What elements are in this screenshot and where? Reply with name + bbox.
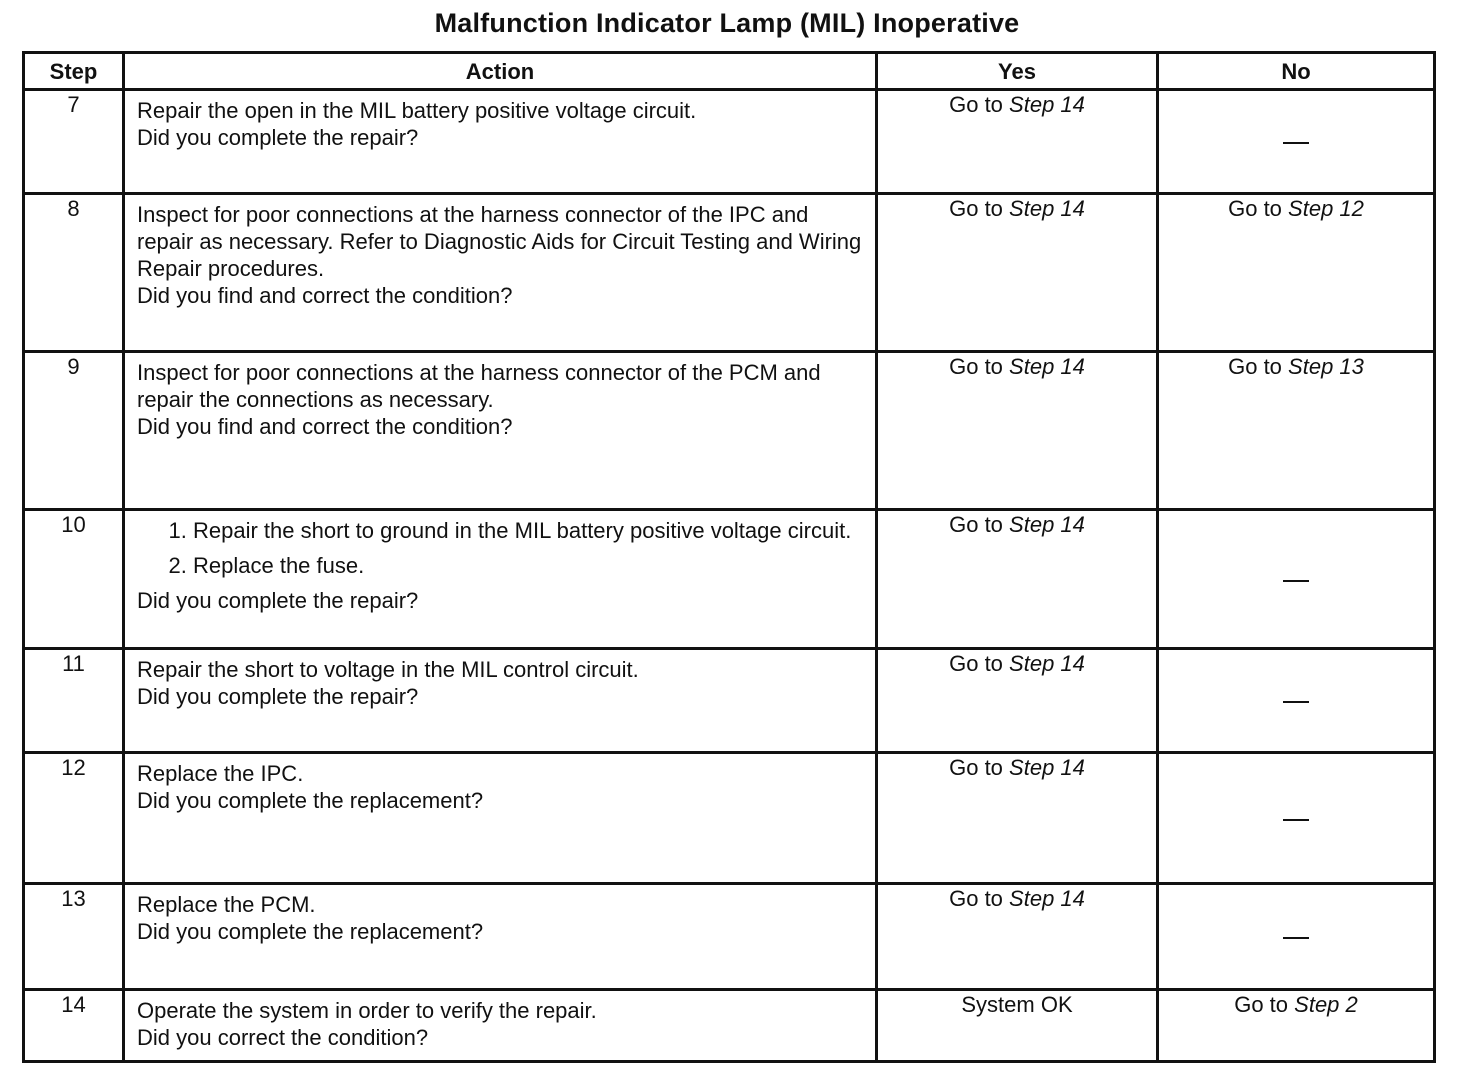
yes-step-ref: Step 14 [1009,886,1085,911]
action-question: Did you complete the replacement? [137,788,484,813]
action-cell [124,753,877,884]
yes-cell [877,90,1158,194]
step-number: 9 [24,352,124,510]
not-applicable-dash [1283,701,1309,703]
table-row [24,649,1435,753]
table-header-row [24,53,1435,90]
action-list-item: 2. Replace the fuse. [193,552,863,579]
yes-cell [877,753,1158,884]
action-question: Did you find and correct the condition? [137,283,513,308]
action-cell [124,649,877,753]
action-text: Replace the PCM. [137,892,316,917]
action-question: Did you complete the repair? [137,684,419,709]
table-row [24,753,1435,884]
yes-step-ref: Step 14 [1009,651,1085,676]
no-step-ref: Step 12 [1288,196,1364,221]
no-cell [1158,90,1435,194]
not-applicable-dash [1283,142,1309,144]
action-text: Operate the system in order to verify the repair. [137,998,597,1023]
column-header-yes: Yes [877,53,1158,90]
yes-step-ref: Step 14 [1009,92,1085,117]
action-text: Repair the open in the MIL battery positive voltage circuit. [137,98,697,123]
yes-step-ref: Step 14 [1009,512,1085,537]
action-cell [124,510,877,649]
no-cell [1158,990,1435,1062]
yes-cell [877,649,1158,753]
yes-cell [877,352,1158,510]
no-cell [1158,753,1435,884]
not-applicable-dash [1283,819,1309,821]
action-text: Replace the IPC. [137,761,304,786]
action-text: Inspect for poor connections at the harness connector of the IPC and repair as necessary. Refer to Diagnostic Aids for Circuit Testing and Wiring Repair procedures. [137,202,862,281]
go-to-label: Go to [1228,196,1282,221]
step-number: 14 [24,990,124,1062]
go-to-label: Go to [949,92,1003,117]
step-number: 8 [24,194,124,352]
step-number: 7 [24,90,124,194]
yes-cell [877,990,1158,1062]
go-to-label: Go to [949,651,1003,676]
system-ok-text: System OK [961,992,1073,1017]
no-cell [1158,194,1435,352]
diagnostic-table [22,51,1436,1063]
go-to-label: Go to [1234,992,1289,1017]
action-cell [124,884,877,990]
no-step-ref: Step 13 [1288,354,1364,379]
go-to-label: Go to [949,512,1003,537]
not-applicable-dash [1283,937,1309,939]
step-number: 13 [24,884,124,990]
go-to-label: Go to [949,755,1003,780]
action-cell [124,194,877,352]
action-list [137,517,863,587]
action-question: Did you complete the replacement? [137,919,484,944]
step-number: 11 [24,649,124,753]
yes-step-ref: Step 14 [1009,354,1085,379]
table-row [24,884,1435,990]
action-cell [124,990,877,1062]
table-row [24,510,1435,649]
action-question: Did you complete the repair? [137,125,419,150]
go-to-label: Go to [949,886,1003,911]
action-cell [124,90,877,194]
table-row [24,352,1435,510]
no-cell [1158,352,1435,510]
action-list-item: 1. Repair the short to ground in the MIL battery positive voltage circuit. [193,517,863,544]
action-question: Did you complete the repair? [137,588,419,613]
no-cell [1158,510,1435,649]
page-title: Malfunction Indicator Lamp (MIL) Inoperative [434,8,1020,38]
go-to-label: Go to [949,196,1003,221]
yes-cell [877,884,1158,990]
table-row [24,90,1435,194]
no-cell [1158,884,1435,990]
table-row [24,990,1435,1062]
action-text: Inspect for poor connections at the harness connector of the PCM and repair the connections as necessary. [137,360,821,412]
go-to-label: Go to [1228,354,1282,379]
yes-step-ref: Step 14 [1009,196,1085,221]
column-header-no: No [1158,53,1435,90]
no-cell [1158,649,1435,753]
yes-cell [877,510,1158,649]
action-question: Did you correct the condition? [137,1025,429,1050]
action-cell [124,352,877,510]
not-applicable-dash [1283,580,1309,582]
action-question: Did you find and correct the condition? [137,414,513,439]
column-header-action: Action [124,53,877,90]
step-number: 12 [24,753,124,884]
yes-cell [877,194,1158,352]
table-row [24,194,1435,352]
column-header-step: Step [24,53,124,90]
go-to-label: Go to [949,354,1003,379]
step-number: 10 [24,510,124,649]
no-step-ref: Step 2 [1294,992,1358,1017]
yes-step-ref: Step 14 [1009,755,1085,780]
action-text: Repair the short to voltage in the MIL control circuit. [137,657,639,682]
